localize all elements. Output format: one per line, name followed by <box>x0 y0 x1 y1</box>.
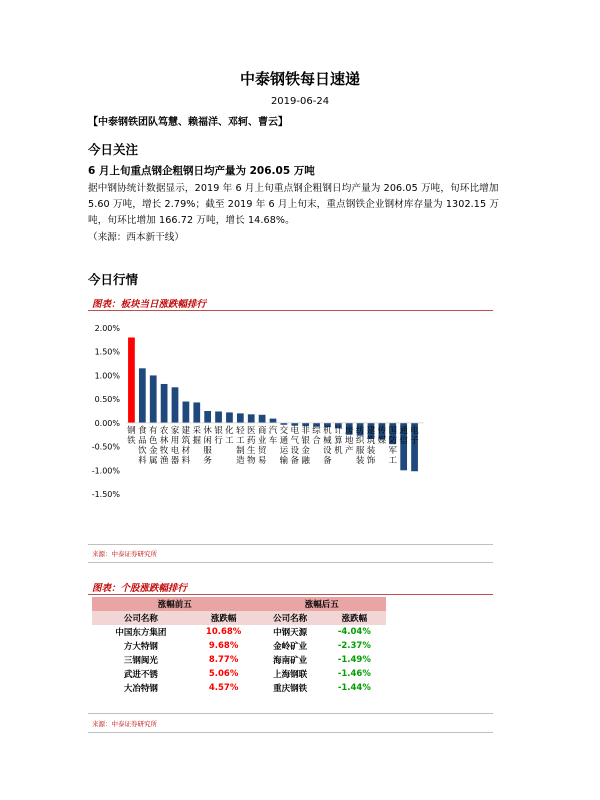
category-label: 国防军工 <box>388 425 398 466</box>
figure2-caption: 图表：个股涨跌幅排行 <box>92 583 188 594</box>
category-label: 有色金属 <box>148 425 158 466</box>
top-change: 8.77% <box>208 655 239 665</box>
category-label: 农林牧渔 <box>159 425 169 466</box>
bar-有色金属 <box>150 375 157 422</box>
table-row <box>92 667 386 681</box>
category-label: 非银金融 <box>301 425 310 466</box>
bar-钢铁 <box>128 337 135 422</box>
news-body: 据中钢协统计数据显示，2019 年 6 月上旬重点钢企粗钢日均产量为 206.05 万吨，旬环比增加 5.60 万吨，增长 2.79%；截至 2019 年 6 月上旬末，重点钢铁企业钢材库存量为 1302.15 万吨，旬环比增加 166.72 万吨，增长 14.68%。 <box>88 183 500 227</box>
y-tick-label: 0.00% <box>94 418 120 428</box>
top-change: 9.68% <box>208 641 239 651</box>
col-company-bottom: 公司名称 <box>258 611 323 625</box>
bar-采掘 <box>193 402 200 422</box>
col-change-bottom: 涨跌幅 <box>323 611 386 625</box>
bottom-change: -4.04% <box>337 627 371 637</box>
y-tick-label: 2.00% <box>94 324 120 333</box>
figure2-end-rule <box>88 732 493 733</box>
category-label: 传媒 <box>377 425 387 446</box>
top-company: 大冶特钢 <box>123 684 158 694</box>
category-label: 电子 <box>410 425 419 446</box>
report-date: 2019-06-24 <box>270 96 330 107</box>
y-tick-label: -1.00% <box>91 466 120 476</box>
category-label: 计算机 <box>334 425 343 456</box>
team-authors: 【中泰钢铁团队笃慧、赖福洋、邓轲、曹云】 <box>88 117 288 128</box>
category-label: 建筑材料 <box>181 425 191 466</box>
top-company: 三钢闽光 <box>123 656 158 666</box>
y-tick-label: 1.00% <box>94 371 120 381</box>
top-company: 中国东方集团 <box>115 628 167 638</box>
bar-家用电器 <box>172 387 179 423</box>
bottom-company: 重庆钢铁 <box>273 684 308 694</box>
bottom-change: -1.49% <box>337 655 371 665</box>
section-market: 今日行情 <box>88 272 139 287</box>
news-headline: 6 月上旬重点钢企粗钢日均产量为 206.05 万吨 <box>88 165 315 177</box>
figure2-bottom-rule <box>88 713 493 714</box>
bottom-company: 上海钢联 <box>273 670 308 680</box>
news-source: （来源：西本新干线） <box>88 232 184 243</box>
bottom-change: -1.46% <box>337 669 371 679</box>
category-label: 钢铁 <box>127 425 136 446</box>
top-change: 10.68% <box>205 627 242 637</box>
bottom-company: 金岭矿业 <box>273 642 308 652</box>
table-group-header-row <box>92 597 386 611</box>
table-row <box>92 625 386 639</box>
figure1-bottom-rule <box>88 544 493 545</box>
category-label: 综合 <box>312 425 321 446</box>
y-tick-label: -1.50% <box>91 490 120 499</box>
bar-农林牧渔 <box>161 384 168 423</box>
category-label: 建筑装饰 <box>366 425 376 466</box>
bar-建筑材料 <box>183 402 190 423</box>
top-company: 方大特钢 <box>123 642 158 652</box>
bottom-change: -2.37% <box>337 641 371 651</box>
category-label: 休闲服务 <box>203 425 212 466</box>
category-label: 银行 <box>214 425 223 446</box>
category-label: 汽车 <box>268 425 278 446</box>
bar-食品饮料 <box>139 368 146 423</box>
category-label: 家用电器 <box>170 425 180 466</box>
table-row <box>92 653 386 667</box>
y-tick-label: -0.50% <box>91 442 120 452</box>
category-label: 纺织服装 <box>355 425 365 466</box>
figure1-caption: 图表：板块当日涨跌幅排行 <box>92 299 207 310</box>
bar-化工 <box>226 412 233 422</box>
bottom-company: 中钢天源 <box>273 628 308 638</box>
category-label: 机械设备 <box>323 425 332 466</box>
category-label: 通信 <box>399 425 408 446</box>
figure1-top-rule <box>88 310 493 311</box>
col-change-top: 涨跌幅 <box>190 611 258 625</box>
bar-轻工制造 <box>237 413 244 422</box>
figure1-source: 来源：中泰证券研究所 <box>92 550 157 558</box>
bar-银行 <box>215 411 222 422</box>
bottom-company: 海南矿业 <box>273 656 308 666</box>
table-row <box>92 639 386 653</box>
bar-商业贸易 <box>259 415 266 423</box>
top-change: 4.57% <box>208 683 239 693</box>
bar-汽车 <box>270 419 277 423</box>
category-label: 交通运输 <box>279 425 289 466</box>
category-label: 医药生物 <box>246 425 256 466</box>
category-label: 电气设备 <box>290 425 300 466</box>
top5-header: 涨幅前五 <box>92 597 258 611</box>
bottom-change: -1.44% <box>337 683 371 693</box>
figure1-end-rule <box>88 562 493 563</box>
category-label: 食品饮料 <box>138 425 147 466</box>
figure2-top-rule <box>88 594 493 595</box>
category-label: 化工 <box>225 425 234 446</box>
report-title: 中泰钢铁每日速递 <box>239 70 360 88</box>
bar-休闲服务 <box>204 411 211 423</box>
col-company-top: 公司名称 <box>92 611 190 625</box>
category-label: 轻工制造 <box>236 425 245 466</box>
bottom5-header: 涨幅后五 <box>258 597 386 611</box>
section-today-focus: 今日关注 <box>88 142 139 157</box>
stock-ranking-table <box>92 597 386 695</box>
y-tick-label: 0.50% <box>94 395 120 405</box>
y-tick-label: 1.50% <box>94 347 120 357</box>
category-label: 房地产 <box>344 425 354 456</box>
sector-bar-chart <box>88 316 493 541</box>
table-row <box>92 681 386 695</box>
category-label: 商业贸易 <box>257 425 267 466</box>
top-change: 5.06% <box>208 669 239 679</box>
figure2-source: 来源：中泰证券研究所 <box>92 720 157 728</box>
table-column-header-row <box>92 611 386 625</box>
top-company: 武进不锈 <box>123 670 158 680</box>
bar-医药生物 <box>248 414 255 423</box>
category-label: 采掘 <box>192 425 202 446</box>
